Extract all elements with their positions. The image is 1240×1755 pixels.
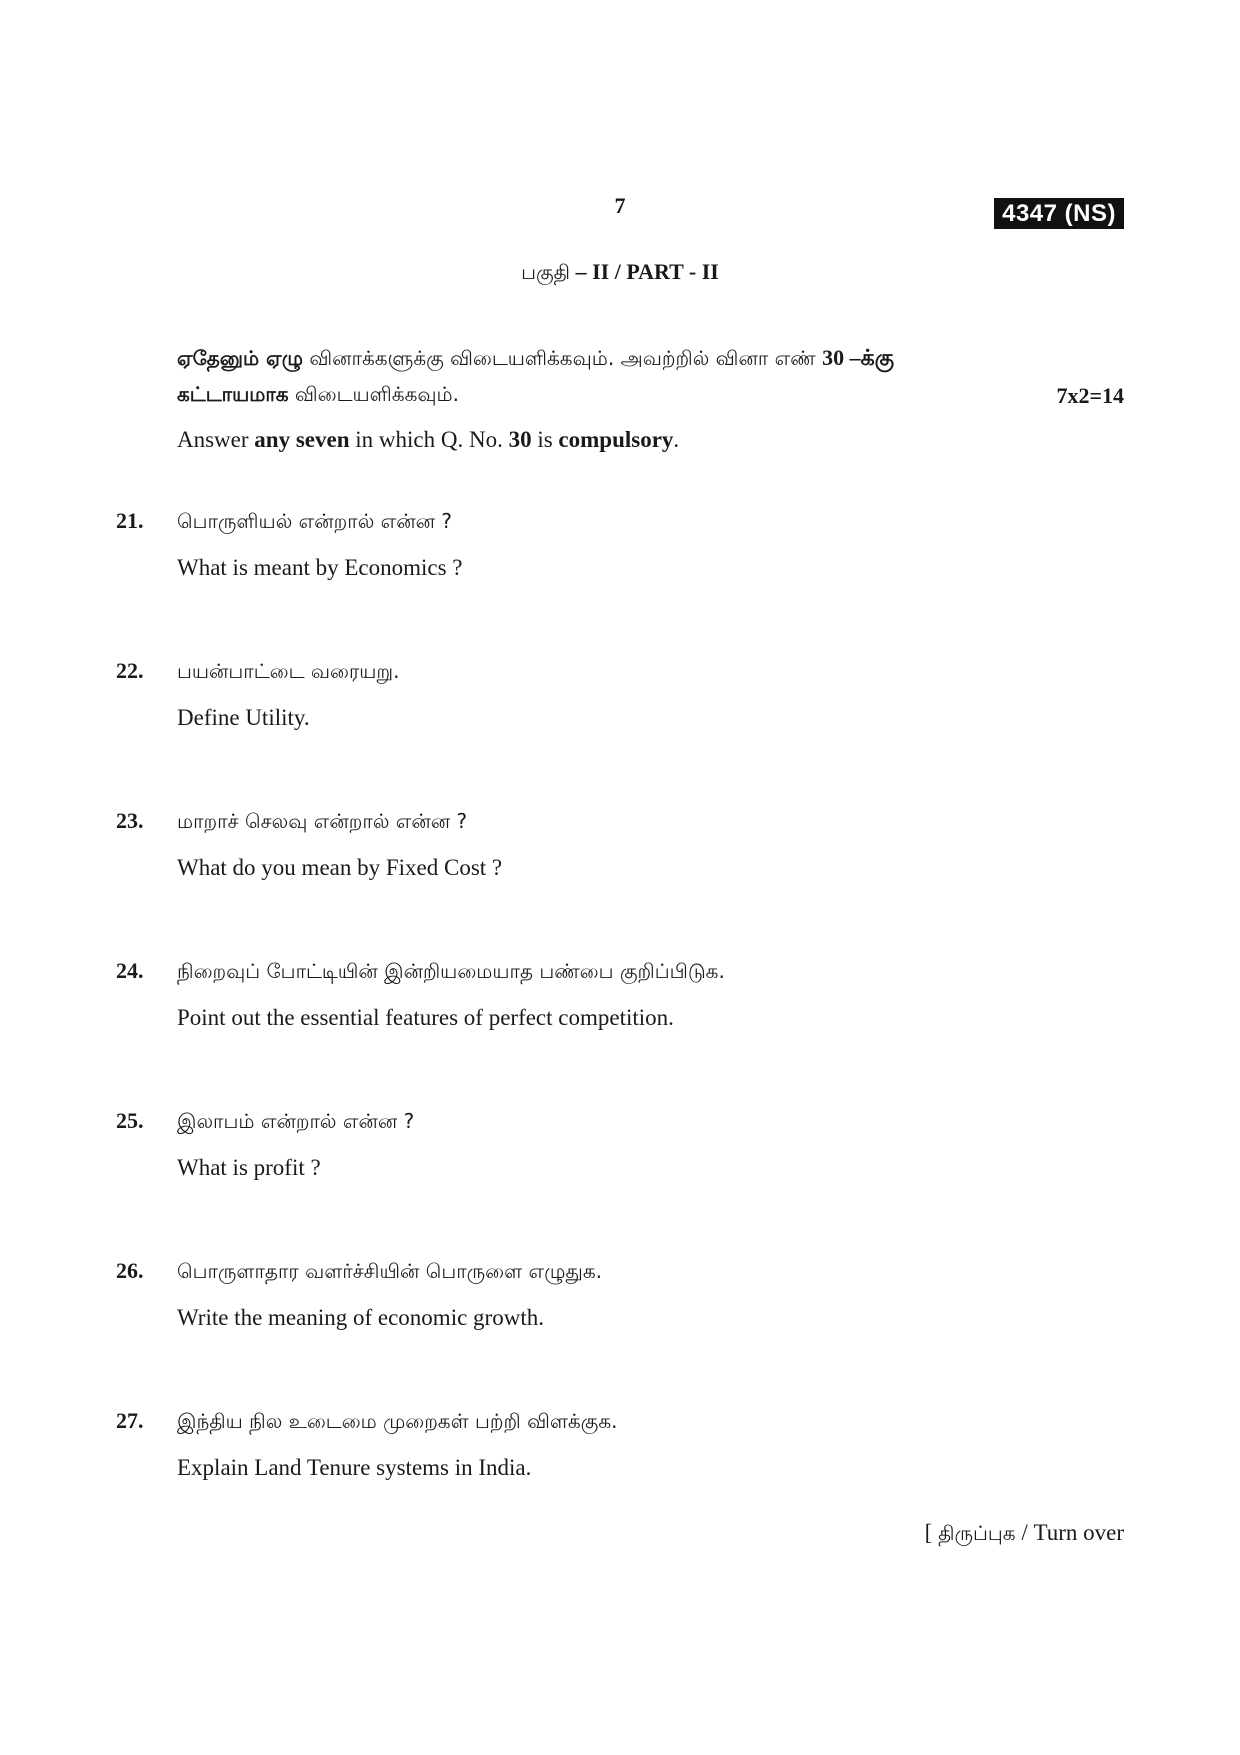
question-english: Point out the essential features of perfect competition. [177, 1005, 674, 1030]
question-item [0, 658, 1240, 758]
question-number: 21. [116, 508, 144, 533]
question-tamil: பொருளியல் என்றால் என்ன ? [177, 509, 453, 533]
instruction-tamil-text-1: வினாக்களுக்கு விடையளிக்கவும். அவற்றில் வினா எண் [303, 346, 823, 370]
part-heading [0, 259, 1240, 287]
question-tamil: பயன்பாட்டை வரையறு. [177, 659, 400, 683]
instruction-tamil [177, 340, 1057, 412]
instruction-english-bold-number: 30 [508, 427, 532, 452]
question-tamil: மாறாச் செலவு என்றால் என்ன ? [177, 809, 468, 833]
turn-over-note [925, 1520, 1124, 1548]
instruction-english-text-1: Answer [177, 427, 255, 452]
question-number: 26. [116, 1258, 144, 1283]
question-number: 27. [116, 1408, 144, 1433]
instruction-english-bold-any-seven: any seven [254, 427, 350, 452]
marks-allocation: 7x2=14 [1056, 383, 1124, 408]
turn-over-bracket: [ [924, 1520, 939, 1545]
question-tamil: நிறைவுப் போட்டியின் இன்றியமையாத பண்பை குறிப்பிடுக. [177, 959, 725, 983]
part-heading-tamil: பகுதி [521, 260, 571, 284]
paper-code-badge: 4347 (NS) [994, 198, 1124, 229]
question-tamil: இலாபம் என்றால் என்ன ? [177, 1109, 415, 1133]
page-number: 7 [614, 193, 626, 218]
question-item [0, 808, 1240, 908]
part-heading-english: – II / PART - II [570, 259, 719, 284]
question-item [0, 958, 1240, 1058]
instruction-tamil-bold-compulsory: கட்டாயமாக [177, 382, 289, 406]
question-number: 22. [116, 658, 144, 683]
instruction-english-bold-compulsory: compulsory [558, 427, 674, 452]
turn-over-english: / Turn over [1015, 1520, 1124, 1545]
question-english: Write the meaning of economic growth. [177, 1305, 544, 1330]
question-number: 24. [116, 958, 144, 983]
instruction-english-text-2: in which Q. No. [349, 427, 509, 452]
instruction-tamil-bold-any-seven: ஏதேனும் ஏழு [177, 346, 303, 370]
question-item [0, 508, 1240, 608]
question-item [0, 1258, 1240, 1358]
question-tamil: இந்திய நில உடைமை முறைகள் பற்றி விளக்குக. [177, 1409, 618, 1433]
instruction-english-text-4: . [673, 427, 680, 452]
question-tamil: பொருளாதார வளர்ச்சியின் பொருளை எழுதுக. [177, 1259, 602, 1283]
turn-over-tamil: திருப்புக [938, 1521, 1016, 1545]
question-number: 25. [116, 1108, 144, 1133]
question-english: What is profit ? [177, 1155, 321, 1180]
instruction-tamil-question-number: 30 –க்கு [822, 345, 895, 370]
question-item [0, 1108, 1240, 1208]
question-number: 23. [116, 808, 144, 833]
question-english: Define Utility. [177, 705, 310, 730]
question-item [0, 1408, 1240, 1508]
question-english: Explain Land Tenure systems in India. [177, 1455, 532, 1480]
question-english: What do you mean by Fixed Cost ? [177, 855, 503, 880]
question-english: What is meant by Economics ? [177, 555, 463, 580]
instruction-english [177, 427, 679, 453]
instruction-tamil-text-2: விடையளிக்கவும். [288, 382, 459, 406]
instruction-english-text-3: is [531, 427, 559, 452]
